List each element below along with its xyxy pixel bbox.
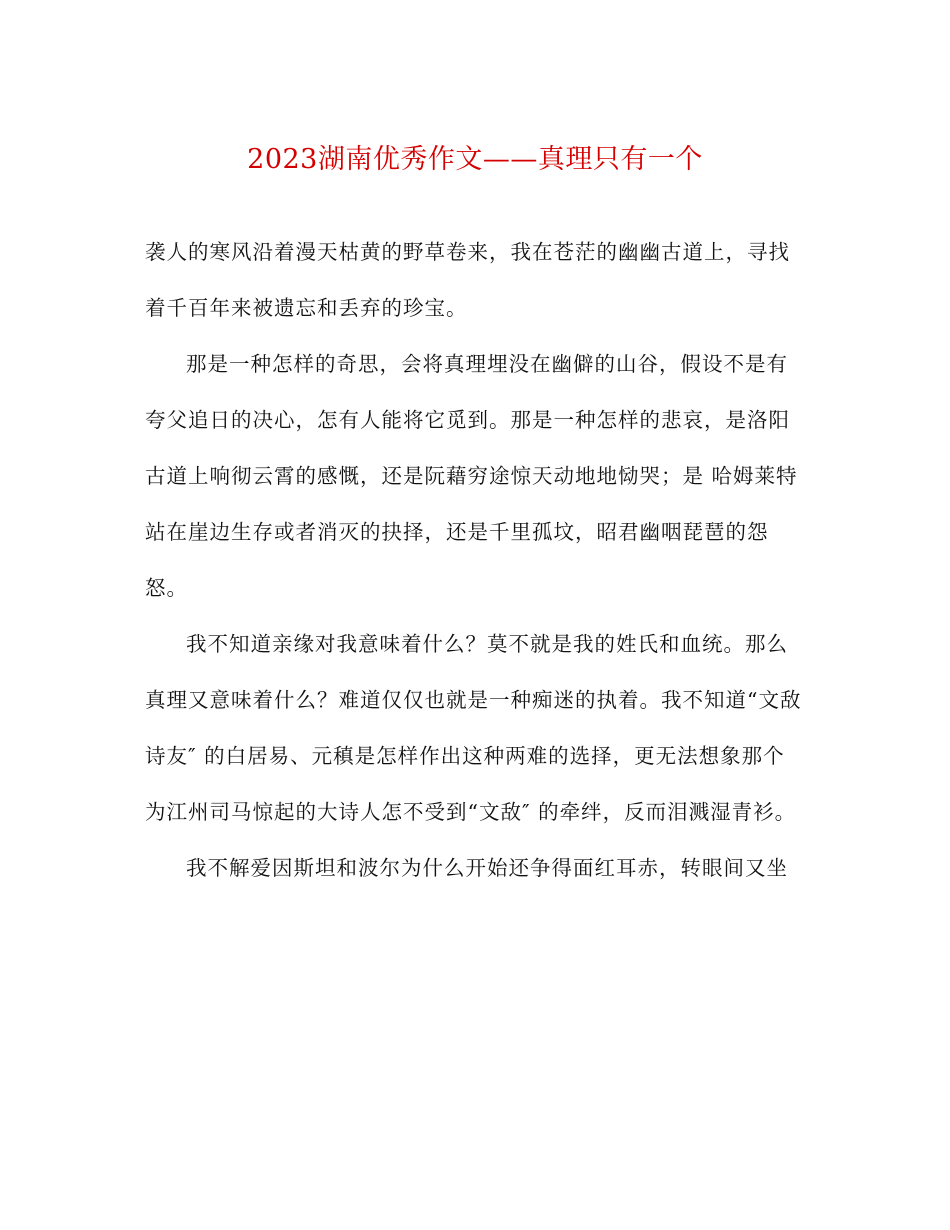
paragraph-line: 我不解爱因斯坦和波尔为什么开始还争得面红耳赤，转眼间又坐 xyxy=(186,856,788,880)
paragraph-line: 我不知道亲缘对我意味着什么？莫不就是我的姓氏和血统。那么 xyxy=(186,632,788,656)
paragraph-line: 站在崖边生存或者消灭的抉择，还是千里孤坟，昭君幽咽琵琶的怨 xyxy=(145,520,769,544)
paragraph-line: 古道上响彻云霄的感慨，还是阮藉穷途惊天动地地恸哭；是 哈姆莱特 xyxy=(145,464,798,488)
paragraph-line: 袭人的寒风沿着漫天枯黄的野草卷来，我在苍茫的幽幽古道上，寻找 xyxy=(145,240,790,264)
paragraph-line: 为江州司马惊起的大诗人怎不受到“文敌″ 的牵绊，反而泪溅湿青衫。 xyxy=(145,800,797,824)
paragraph-line: 夸父追日的决心，怎有人能将它觅到。那是一种怎样的悲哀，是洛阳 xyxy=(145,408,790,432)
paragraph-line: 真理又意味着什么？难道仅仅也就是一种痴迷的执着。我不知道“文敌 xyxy=(145,688,802,712)
document-title: 2023湖南优秀作文——真理只有一个 xyxy=(247,144,703,175)
document-body xyxy=(145,224,805,896)
paragraph-line: 那是一种怎样的奇思，会将真理埋没在幽僻的山谷，假设不是有 xyxy=(186,352,788,376)
paragraph-line: 怒。 xyxy=(145,576,188,600)
paragraph-line: 诗友″ 的白居易、元稹是怎样作出这种两难的选择，更无法想象那个 xyxy=(145,744,785,768)
paragraph-line: 着千百年来被遗忘和丢弃的珍宝。 xyxy=(145,296,468,320)
